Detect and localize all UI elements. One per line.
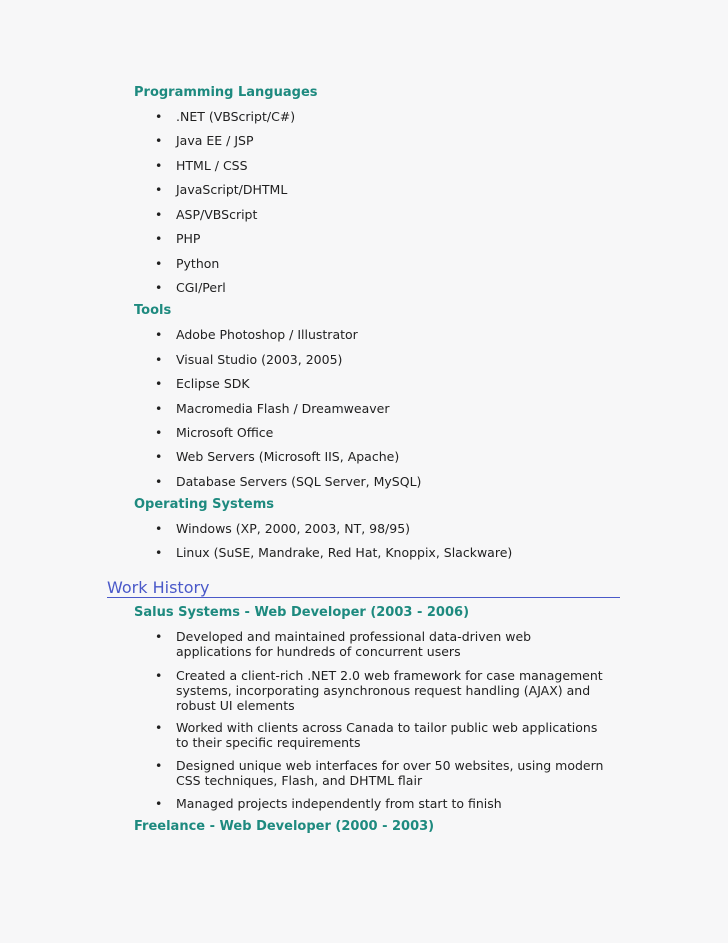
bullet-icon: •	[155, 629, 163, 644]
work-history-heading: Work History	[107, 578, 620, 598]
operating-system-item: Windows (XP, 2000, 2003, NT, 98/95)	[176, 521, 411, 536]
bullet-icon: •	[155, 474, 163, 489]
job-title-freelance: Freelance - Web Developer (2000 - 2003)	[134, 819, 435, 834]
bullet-icon: •	[155, 158, 163, 173]
bullet-icon: •	[155, 758, 163, 773]
programming-language-item: JavaScript/DHTML	[176, 182, 288, 197]
programming-language-item: Java EE / JSP	[176, 133, 254, 148]
job-responsibility-item: Created a client-rich .NET 2.0 web framework for case management systems, incorporating asynchronous request handling (AJAX) and robust UI elements	[176, 668, 603, 713]
bullet-icon: •	[155, 668, 163, 683]
programming-languages-heading: Programming Languages	[134, 85, 318, 100]
programming-language-item: Python	[176, 256, 220, 271]
bullet-icon: •	[155, 256, 163, 271]
tool-item: Macromedia Flash / Dreamweaver	[176, 401, 390, 416]
programming-language-item: HTML / CSS	[176, 158, 248, 173]
job-responsibility-item: Designed unique web interfaces for over 50 websites, using modern CSS techniques, Flash, and DHTML flair	[176, 758, 604, 788]
tool-item: Web Servers (Microsoft IIS, Apache)	[176, 449, 400, 464]
bullet-icon: •	[155, 545, 163, 560]
tool-item: Visual Studio (2003, 2005)	[176, 352, 343, 367]
operating-systems-heading: Operating Systems	[134, 497, 275, 512]
bullet-icon: •	[155, 182, 163, 197]
bullet-icon: •	[155, 376, 163, 391]
tool-item: Database Servers (SQL Server, MySQL)	[176, 474, 422, 489]
bullet-icon: •	[155, 425, 163, 440]
tools-heading: Tools	[134, 303, 172, 318]
job-responsibility-item: Worked with clients across Canada to tailor public web applications to their specific requirements	[176, 720, 598, 750]
bullet-icon: •	[155, 327, 163, 342]
bullet-icon: •	[155, 401, 163, 416]
tool-item: Eclipse SDK	[176, 376, 250, 391]
programming-language-item: ASP/VBScript	[176, 207, 258, 222]
bullet-icon: •	[155, 449, 163, 464]
programming-language-item: PHP	[176, 231, 201, 246]
bullet-icon: •	[155, 109, 163, 124]
operating-system-item: Linux (SuSE, Mandrake, Red Hat, Knoppix, Slackware)	[176, 545, 513, 560]
bullet-icon: •	[155, 521, 163, 536]
programming-language-item: .NET (VBScript/C#)	[176, 109, 296, 124]
programming-language-item: CGI/Perl	[176, 280, 226, 295]
tool-item: Adobe Photoshop / Illustrator	[176, 327, 358, 342]
bullet-icon: •	[155, 133, 163, 148]
job-title-salus: Salus Systems - Web Developer (2003 - 2006)	[134, 605, 470, 620]
job-responsibility-item: Developed and maintained professional data-driven web applications for hundreds of concurrent users	[176, 629, 532, 659]
bullet-icon: •	[155, 231, 163, 246]
tool-item: Microsoft Office	[176, 425, 274, 440]
job-responsibility-item: Managed projects independently from start to finish	[176, 796, 502, 811]
bullet-icon: •	[155, 207, 163, 222]
bullet-icon: •	[155, 280, 163, 295]
bullet-icon: •	[155, 352, 163, 367]
bullet-icon: •	[155, 720, 163, 735]
bullet-icon: •	[155, 796, 163, 811]
